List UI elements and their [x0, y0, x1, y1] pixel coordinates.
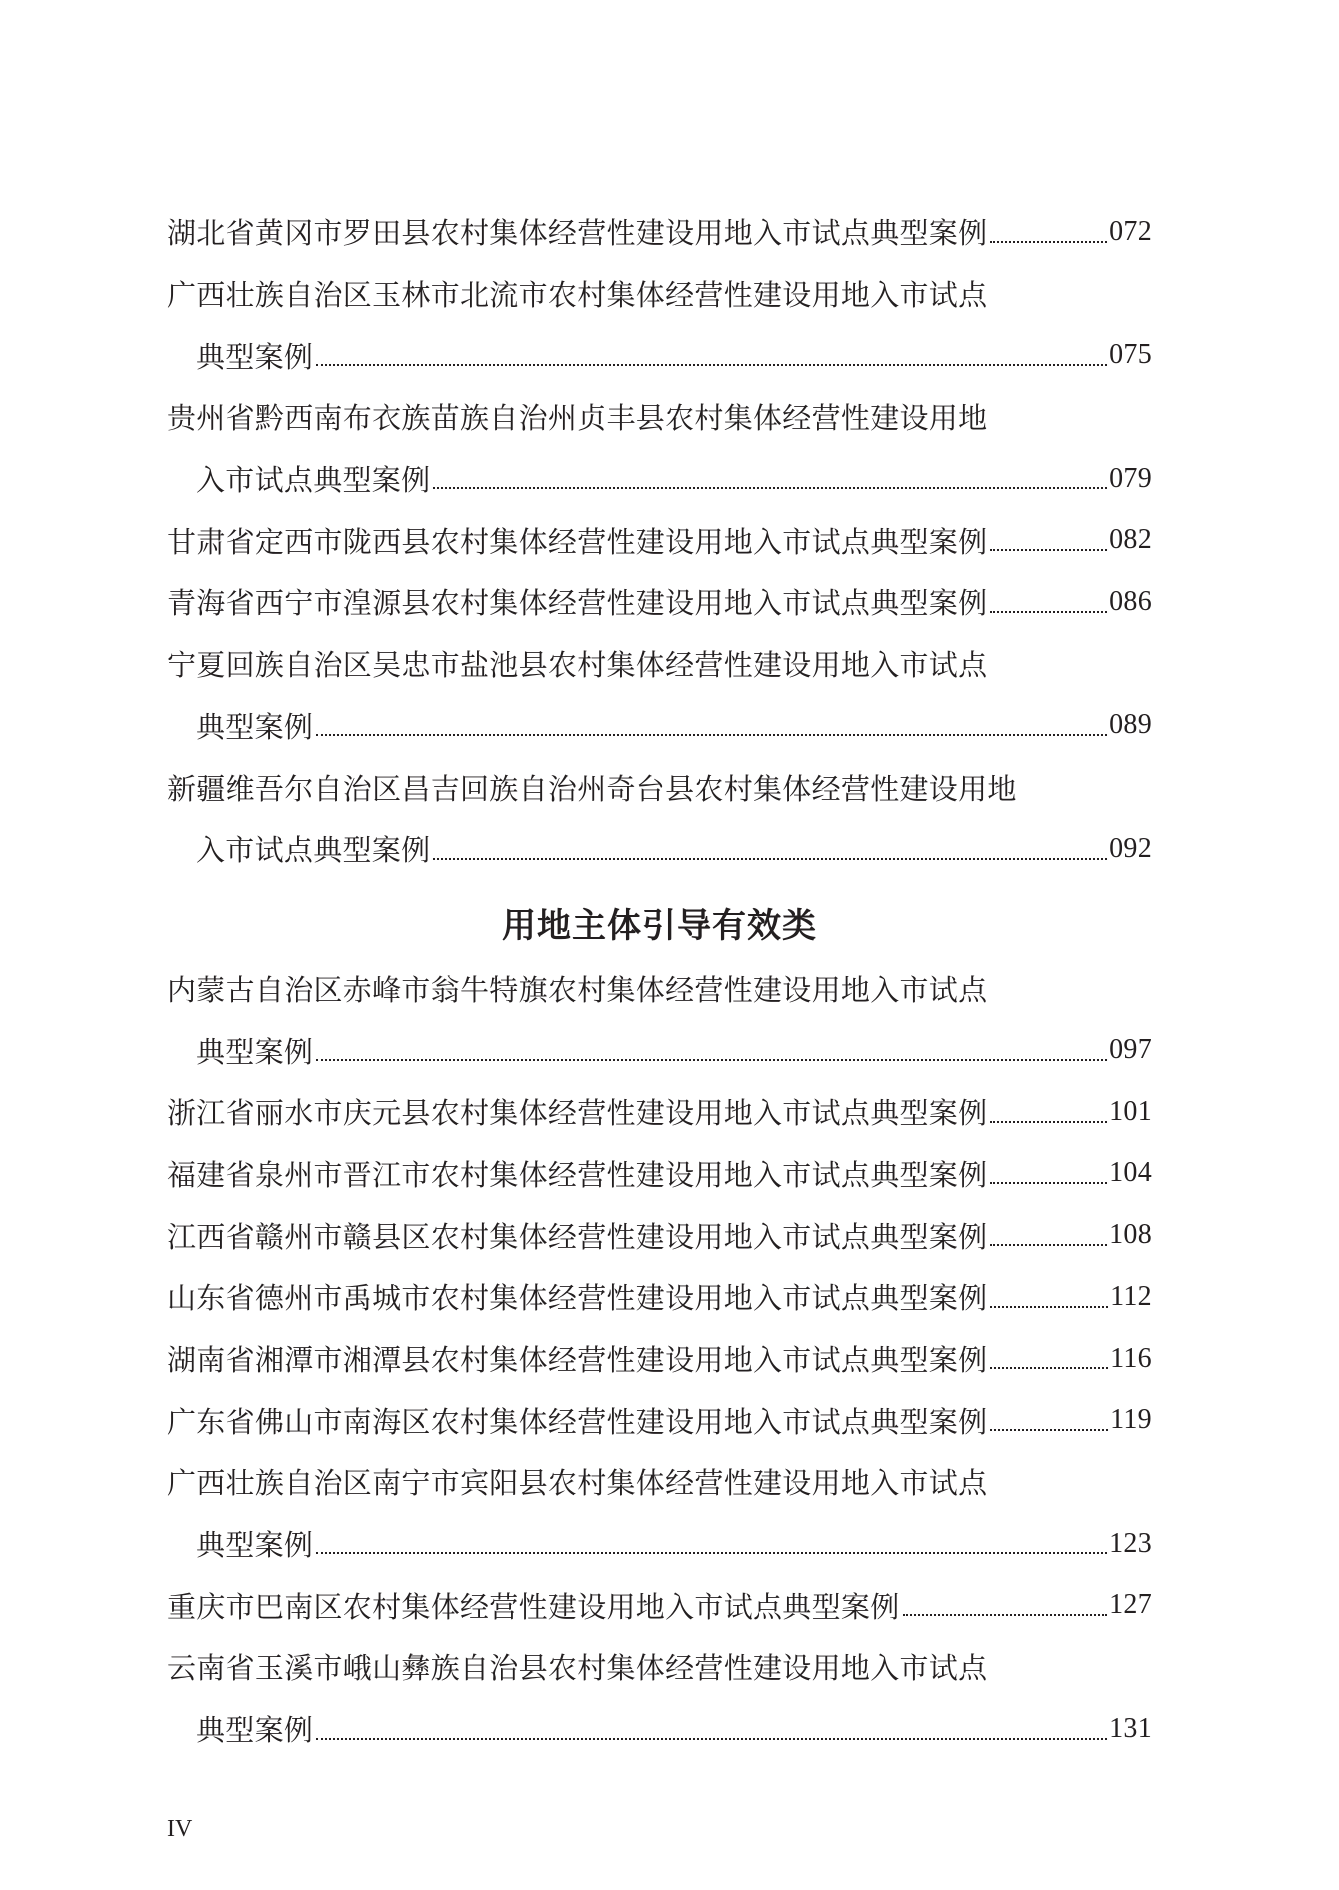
dot-leader: [990, 1182, 1107, 1184]
page-number: IV: [167, 1816, 193, 1842]
toc-entry-title: 广西壮族自治区玉林市北流市农村集体经营性建设用地入市试点: [167, 278, 988, 313]
dot-leader: [316, 1738, 1107, 1740]
toc-entry-continuation: [167, 818, 1152, 880]
toc-entry-title: 典型案例: [196, 709, 314, 744]
dot-leader: [316, 1552, 1107, 1554]
dot-leader: [990, 1429, 1108, 1431]
toc-entry: [167, 756, 1152, 818]
toc-entry-page-number: 104: [1109, 1157, 1152, 1189]
dot-leader: [433, 858, 1107, 860]
toc-entry-title: 内蒙古自治区赤峰市翁牛特旗农村集体经营性建设用地入市试点: [167, 972, 988, 1007]
toc-entry: [167, 201, 1152, 263]
section-title: 用地主体引导有效类: [502, 906, 817, 947]
toc-entry: [167, 1204, 1152, 1266]
toc-entry-page-number: 086: [1109, 585, 1152, 617]
toc-entry-page-number: 101: [1109, 1095, 1152, 1127]
toc-entry-title: 入市试点典型案例: [196, 463, 431, 498]
dot-leader: [433, 487, 1107, 489]
dot-leader: [903, 1614, 1108, 1616]
toc-group-1: [167, 201, 1152, 880]
toc-entry: [167, 633, 1152, 695]
toc-entry-title: 典型案例: [196, 1034, 314, 1069]
toc-entry-title: 湖南省湘潭市湘潭县农村集体经营性建设用地入市试点典型案例: [167, 1343, 988, 1378]
toc-entry: [167, 1636, 1152, 1698]
dot-leader: [990, 1367, 1108, 1369]
toc-entry-title: 青海省西宁市湟源县农村集体经营性建设用地入市试点典型案例: [167, 586, 988, 621]
toc-entry-page-number: 116: [1110, 1342, 1152, 1374]
toc-entry-title: 湖北省黄冈市罗田县农村集体经营性建设用地入市试点典型案例: [167, 216, 988, 251]
toc-entry-continuation: [167, 1698, 1152, 1760]
toc-entry: [167, 1081, 1152, 1143]
toc-entry-page-number: 112: [1110, 1280, 1152, 1312]
dot-leader: [990, 1306, 1108, 1308]
toc-entry-page-number: 072: [1109, 215, 1152, 247]
toc-entry: [167, 1574, 1152, 1636]
toc-entry-continuation: [167, 448, 1152, 510]
toc-entry-page-number: 131: [1109, 1712, 1152, 1744]
toc-entry-title: 福建省泉州市晋江市农村集体经营性建设用地入市试点典型案例: [167, 1157, 988, 1192]
dot-leader: [990, 1121, 1107, 1123]
toc-entry: [167, 1328, 1152, 1390]
toc-entry: [167, 1266, 1152, 1328]
toc-entry-continuation: [167, 1513, 1152, 1575]
toc-entry-page-number: 127: [1109, 1589, 1152, 1621]
toc-entry-title: 典型案例: [196, 339, 314, 374]
dot-leader: [990, 241, 1107, 243]
toc-entry-title: 贵州省黔西南布衣族苗族自治州贞丰县农村集体经营性建设用地: [167, 401, 988, 436]
toc-group-2: [167, 958, 1152, 1760]
toc-entry-title: 宁夏回族自治区吴忠市盐池县农村集体经营性建设用地入市试点: [167, 648, 988, 683]
toc-entry-continuation: [167, 1019, 1152, 1081]
toc-entry-page-number: 108: [1109, 1219, 1152, 1251]
toc-entry: [167, 1451, 1152, 1513]
dot-leader: [316, 734, 1107, 736]
dot-leader: [990, 549, 1107, 551]
dot-leader: [990, 1244, 1107, 1246]
dot-leader: [316, 1059, 1107, 1061]
toc-entry-page-number: 075: [1109, 339, 1152, 371]
toc-entry-title: 甘肃省定西市陇西县农村集体经营性建设用地入市试点典型案例: [167, 524, 988, 559]
dot-leader: [990, 611, 1107, 613]
toc-entry-title: 入市试点典型案例: [196, 833, 431, 868]
toc-entry-page-number: 123: [1109, 1527, 1152, 1559]
toc-entry-title: 云南省玉溪市峨山彝族自治县农村集体经营性建设用地入市试点: [167, 1651, 988, 1686]
toc-entry-page-number: 079: [1109, 462, 1152, 494]
toc-entry-page-number: 119: [1110, 1404, 1152, 1436]
table-of-contents: [167, 201, 1152, 1760]
toc-entry-title: 山东省德州市禹城市农村集体经营性建设用地入市试点典型案例: [167, 1281, 988, 1316]
toc-entry-title: 广西壮族自治区南宁市宾阳县农村集体经营性建设用地入市试点: [167, 1466, 988, 1501]
toc-entry-continuation: [167, 324, 1152, 386]
toc-entry-title: 重庆市巴南区农村集体经营性建设用地入市试点典型案例: [167, 1589, 900, 1624]
toc-entry: [167, 386, 1152, 448]
toc-entry: [167, 1143, 1152, 1205]
toc-entry-title: 江西省赣州市赣县区农村集体经营性建设用地入市试点典型案例: [167, 1219, 988, 1254]
toc-entry: [167, 571, 1152, 633]
toc-entry: [167, 1389, 1152, 1451]
toc-entry-page-number: 092: [1109, 832, 1152, 864]
toc-entry-title: 新疆维吾尔自治区昌吉回族自治州奇台县农村集体经营性建设用地: [167, 771, 1017, 806]
toc-entry-continuation: [167, 695, 1152, 757]
toc-entry-page-number: 089: [1109, 709, 1152, 741]
toc-entry-title: 广东省佛山市南海区农村集体经营性建设用地入市试点典型案例: [167, 1404, 988, 1439]
toc-entry-page-number: 082: [1109, 524, 1152, 556]
dot-leader: [316, 364, 1107, 366]
toc-entry-page-number: 097: [1109, 1034, 1152, 1066]
toc-entry: [167, 263, 1152, 325]
toc-entry-title: 典型案例: [196, 1713, 314, 1748]
toc-entry-title: 典型案例: [196, 1528, 314, 1563]
toc-entry-title: 浙江省丽水市庆元县农村集体经营性建设用地入市试点典型案例: [167, 1096, 988, 1131]
toc-entry: [167, 958, 1152, 1020]
toc-entry: [167, 509, 1152, 571]
